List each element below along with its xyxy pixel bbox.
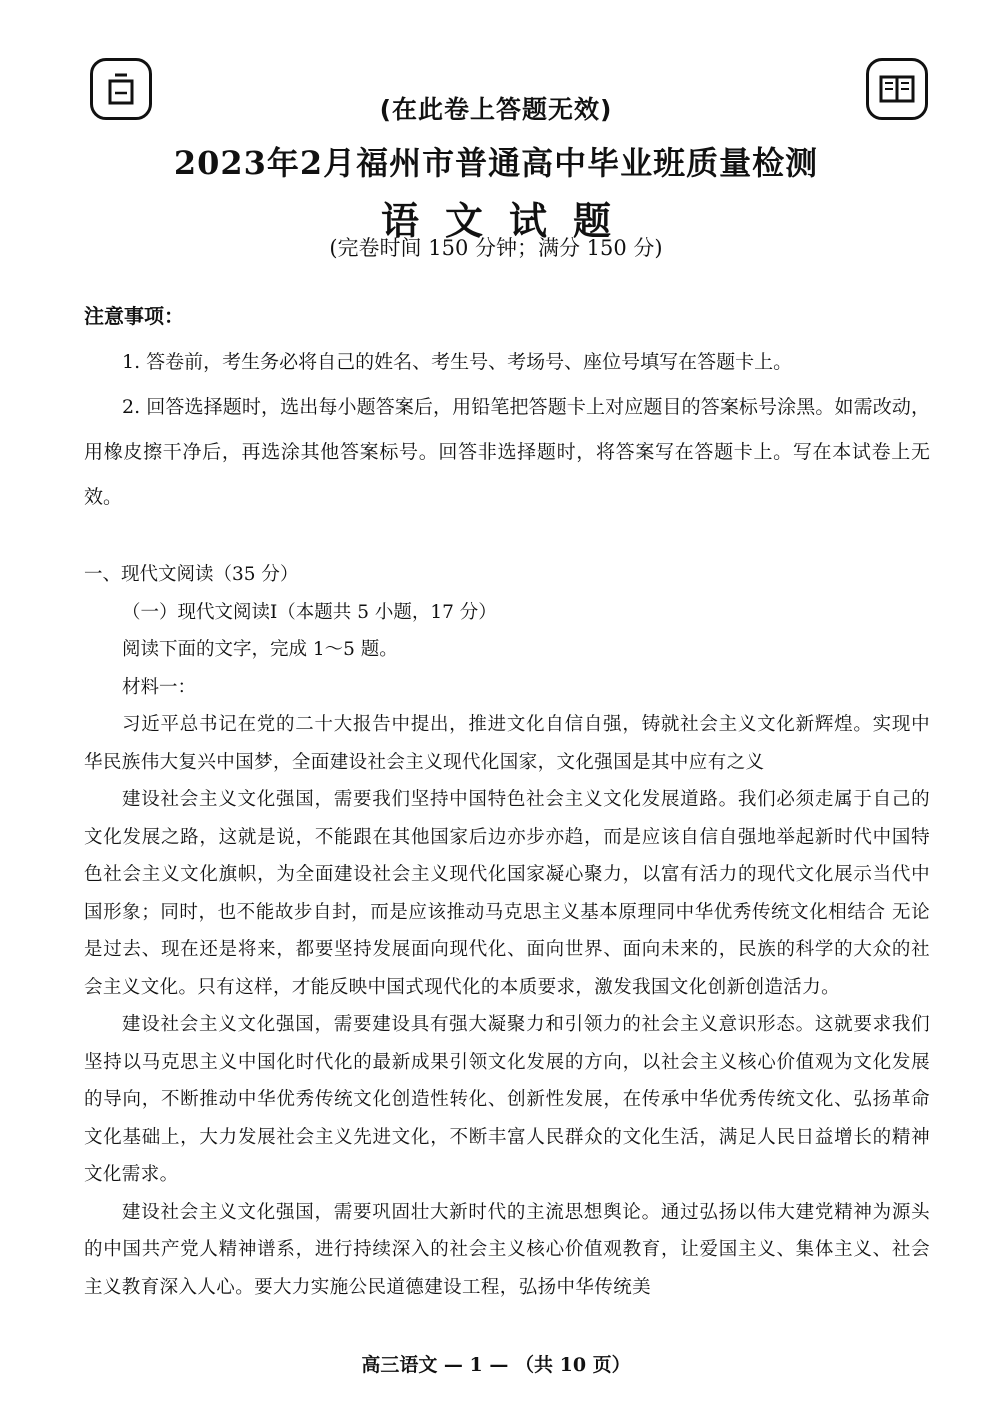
- notes-list: [84, 340, 930, 520]
- passage-paragraph: 建设社会主义文化强国，需要建设具有强大凝聚力和引领力的社会主义意识形态。这就要求我们坚持以马克思主义中国化时代化的最新成果引领文化发展的方向，以社会主义核心价值观为文化发展的导向，不断推动中华优秀传统文化创造性转化、创新性发展，在传承中华优秀传统文化、弘扬革命文化基础上，大力发展社会主义先进文化，不断丰富人民群众的文化生活，满足人民日益增长的精神文化需求。: [84, 1014, 930, 1185]
- note-item: 2. 回答选择题时，选出每小题答案后，用铅笔把答题卡上对应题目的答案标号涂黑。如需改动，用橡皮擦干净后，再选涂其他答案标号。回答非选择题时，将答案写在答题卡上。写在本试卷上无效。: [84, 396, 930, 508]
- material-label: 材料一：: [122, 676, 197, 698]
- passage-paragraph: 习近平总书记在党的二十大报告中提出，推进文化自信自强，铸就社会主义文化新辉煌。实现中华民族伟大复兴中国梦，全面建设社会主义现代化国家，文化强国是其中应有之义: [84, 714, 930, 773]
- section-instruction: 阅读下面的文字，完成 1～5 题。: [122, 639, 398, 660]
- section-title: 一、现代文阅读（35 分）: [84, 564, 299, 585]
- notes-heading: 注意事项：: [84, 304, 184, 328]
- section-subtitle: （一）现代文阅读Ⅰ（本题共 5 小题，17 分）: [122, 601, 497, 623]
- note-item: 1. 答卷前，考生务必将自己的姓名、考生号、考场号、座位号填写在答题卡上。: [122, 351, 793, 373]
- answer-invalid-notice: (在此卷上答题无效): [379, 95, 613, 124]
- passage-paragraph: 建设社会主义文化强国，需要巩固壮大新时代的主流思想舆论。通过弘扬以伟大建党精神为源头的中国共产党人精神谱系，进行持续深入的社会主义核心价值观教育，让爱国主义、集体主义、社会主义教育深入人心。要大力实施公民道德建设工程，弘扬中华传统美: [84, 1201, 930, 1298]
- page-footer: 高三语文 — 1 — （共 10 页）: [361, 1354, 631, 1376]
- reading-section: [84, 556, 930, 1306]
- passage-paragraph: 建设社会主义文化强国，需要我们坚持中国特色社会主义文化发展道路。我们必须走属于自己的文化发展之路，这就是说，不能跟在其他国家后边亦步亦趋，而是应该自信自强地举起新时代中国特色社会主义文化旗帜，为全面建设社会主义现代化国家凝心聚力，以富有活力的现代文化展示当代中国形象；同时，也不能故步自封，而是应该推动马克思主义基本原理同中华优秀传统文化相结合 无论是过去、现在还是将来，都要坚持发展面向现代化、面向世界、面向未来的，民族的科学的大众的社会主义文化。只有这样，才能反映中国式现代化的本质要求，激发我国文化创新创造活力。: [84, 789, 930, 998]
- exam-info: (完卷时间 150 分钟；满分 150 分): [329, 236, 663, 260]
- exam-title: 2023年2月福州市普通高中毕业班质量检测: [173, 144, 819, 182]
- subject-title: 语文试题: [380, 198, 637, 243]
